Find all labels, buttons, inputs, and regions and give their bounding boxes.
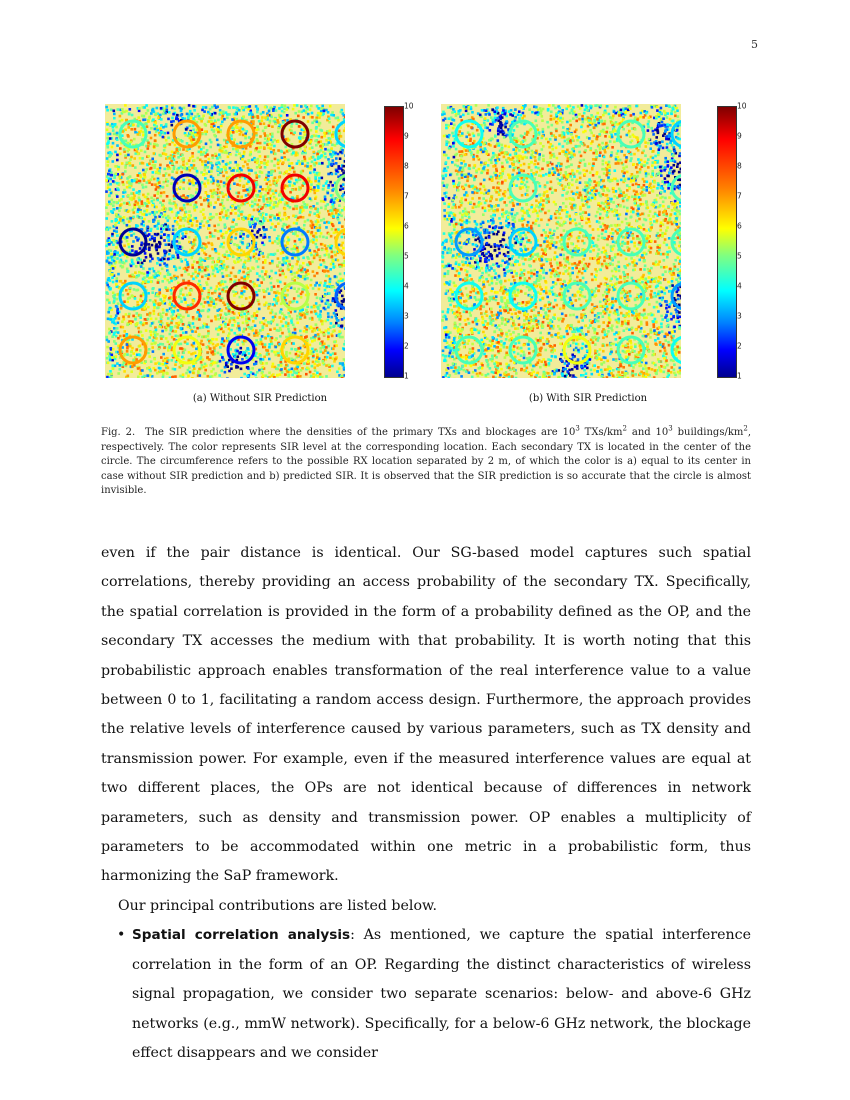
bullet-icon: • <box>117 927 126 944</box>
colorbar-b-ticks <box>737 101 757 381</box>
bullet-text: : As mentioned, we capture the spatial interference correlation in the form of an OP. Regarding the distinct characteristics of wireless signal propagation, we consider two separate scenarios: below- and above-6 GHz networks (e.g., mmW network). Specifically, for a below-6 GHz network, the blockage effect disappears and we consider <box>132 927 751 1061</box>
sir-heatmap-a-svg <box>105 104 345 378</box>
colorbar-tick-label: 8 <box>404 161 409 171</box>
caption-sup: 3 <box>668 424 673 433</box>
colorbar-a-ticks <box>404 101 424 381</box>
page-number: 5 <box>751 38 758 51</box>
colorbar-tick-label: 10 <box>737 101 747 111</box>
colorbar-tick-label: 5 <box>404 251 409 261</box>
colorbar-tick-label: 7 <box>404 191 409 201</box>
caption-sup: 2 <box>743 424 748 433</box>
secondary-tx-circle <box>510 283 536 309</box>
caption-text: TXs/km <box>579 427 623 438</box>
caption-sup: 2 <box>622 424 627 433</box>
sir-heatmap-with-prediction <box>441 104 681 378</box>
colorbar-tick-label: 9 <box>404 131 409 141</box>
colorbar-tick-label: 3 <box>404 311 409 321</box>
colorbar-tick-label: 9 <box>737 131 742 141</box>
figure-caption <box>101 426 751 499</box>
caption-text: and 10 <box>626 427 669 438</box>
contributions-list <box>101 921 751 1068</box>
sir-heatmap-b-svg <box>441 104 681 378</box>
bullet-title: Spatial correlation analysis <box>132 927 351 944</box>
colorbar-tick-label: 6 <box>737 221 742 231</box>
colorbar-tick-label: 8 <box>737 161 742 171</box>
colorbar-tick-label: 1 <box>737 371 742 381</box>
colorbar-tick-label: 6 <box>404 221 409 231</box>
subcaption-a: (a) Without SIR Prediction <box>192 393 328 404</box>
caption-text: , respectively. The color represents SIR level at the corresponding location. Each secondary TX is located in the center of the circle. The circumference refers to the possible RX location separated by 2 m, of which the color is a) equal to its center in case without SIR prediction and b) predicted SIR. It is observed that the SIR prediction is so accurate that the circle is almost invisible. <box>101 427 752 496</box>
paragraph: Our principal contributions are listed below. <box>118 897 437 914</box>
colorbar-tick-label: 2 <box>737 341 742 351</box>
colorbar-tick-label: 10 <box>404 101 414 111</box>
colorbar-tick-label: 5 <box>737 251 742 261</box>
colorbar-tick-label: 3 <box>737 311 742 321</box>
paragraph: even if the pair distance is identical. Our SG-based model captures such spatial correlations, thereby providing an access probability of the secondary TX. Specifically, the spatial correlation is provided in the form of a probability defined as the OP, and the secondary TX accesses the medium with that probability. It is worth noting that this probabilistic approach enables transformation of the real interference value to a value between 0 to 1, facilitating a random access design. Furthermore, the approach provides the relative levels of interference caused by various parameters, such as TX density and transmission power. For example, even if the measured interference values are equal at two different places, the OPs are not identical because of differences in network parameters, such as density and transmission power. OP enables a multiplicity of parameters to be accommodated within one metric in a probabilistic form, thus harmonizing the SaP framework. <box>101 545 751 885</box>
colorbar-a <box>384 106 404 378</box>
colorbar-tick-label: 4 <box>404 281 409 291</box>
colorbar-tick-label: 7 <box>737 191 742 201</box>
sir-heatmap-without-prediction <box>105 104 345 378</box>
caption-sup: 3 <box>575 424 580 433</box>
colorbar-tick-label: 1 <box>404 371 409 381</box>
figure-label: Fig. 2. <box>101 427 136 438</box>
colorbar-b <box>717 106 737 378</box>
list-item <box>101 921 751 1068</box>
colorbar-tick-label: 2 <box>404 341 409 351</box>
subcaption-b: (b) With SIR Prediction <box>528 393 648 404</box>
body-text <box>101 539 751 1068</box>
colorbar-tick-label: 4 <box>737 281 742 291</box>
caption-text: The SIR prediction where the densities of the primary TXs and blockages are 10 <box>144 427 576 438</box>
caption-text: buildings/km <box>672 427 744 438</box>
